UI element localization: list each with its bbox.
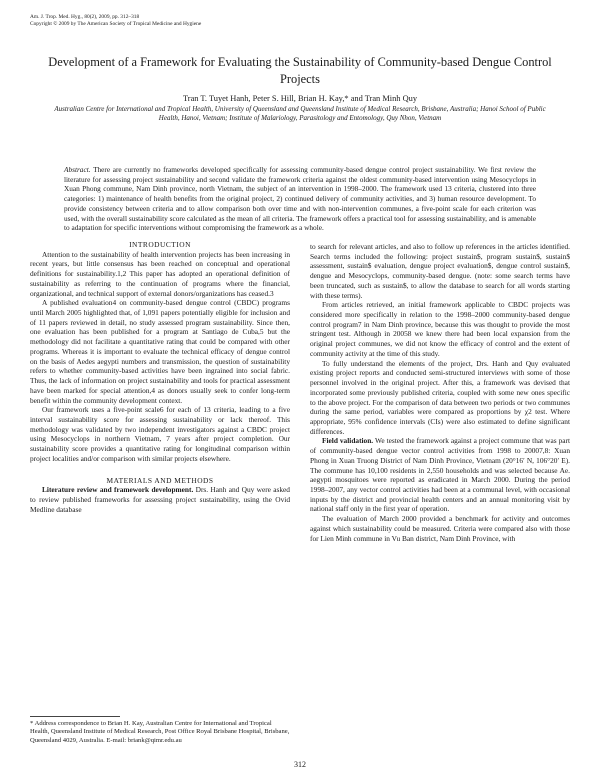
field-validation-runin: Field validation. [322, 436, 374, 446]
journal-citation: Am. J. Trop. Med. Hyg., 80(2), 2009, pp. 312–318 [30, 14, 140, 20]
footnote-rule [30, 716, 120, 717]
initial-framework-paragraph: From articles retrieved, an initial framework applicable to CBDC projects was considered more specifically in relation to the 1998–2000 community-based dengue control program7 in Nam Dinh province, because this was thought to provide the most stringent test. Although in 20058 we knew there had been local expansion from the original project communes, we did not know the efficacy of control and the extent of community activity at the time of this study. [310, 300, 570, 358]
intro-paragraph-1: Attention to the sustainability of health intervention projects has been increasing in recent years, but little consensus has been reached on conceptual and operational definitions for sustainability.1,2 This paper has adopted an operational definition of sustainability as referring to the continuation of programs where the financial, organizational, and technical support of external donors/organizations has ceased.3 [30, 249, 290, 298]
methods-heading: MATERIALS AND METHODS [106, 475, 214, 485]
author-affiliations: Australian Centre for International and Tropical Health, University of Queensland and Queensland Institute of Medical Research, Brisbane, Australia; Hanoi School of Public Health, Hanoi, Vietnam; Institute of Malariology, Parasitology and Entomology, Quy Nhon, Vietnam [54, 105, 546, 123]
left-column [30, 240, 290, 514]
abstract [64, 165, 536, 233]
correspondence-footnote: * Address correspondence to Brian H. Kay, Australian Centre for International and Tropical Health, Queensland Institute of Medical Research, Post Office Royal Brisbane Hospital, Brisbane, Queensland 4029, Australia. E-mail: briank@qimr.edu.au [30, 720, 290, 744]
methods-text: Drs. Hanh and Quy were asked to review published frameworks for assessing project sustainability, using the Ovid Medline database [30, 485, 290, 514]
abstract-text: There are currently no frameworks developed specifically for assessing community-based dengue control project sustainability. We first review the literature for assessing project sustainability and second validate the framework criteria against the oldest community-based intervention using Mesocyclops in Xuan Phong commune, Nam Dinh province, north Vietnam, the subject of an intervention in 1998–2000. The framework used 13 criteria, clustered into three categories: 1) maintenance of health benefits from the original project, 2) continued delivery of community activities, and 3) human resource development. To provide consistency between criteria and to allow comparison both over time and with non-intervention communes, a five-point scale for each criterion was used, with the overall sustainability score calculated as the mean of all criteria. The framework offers a practical tool for assessing sustainability, and is amenable to adaptation for specific interventions without compromising the framework as a whole. [64, 165, 536, 233]
literature-review-runin: Literature review and framework development. [42, 485, 194, 495]
interviews-paragraph: To fully understand the elements of the project, Drs. Hanh and Quy evaluated existing project reports and conducted semi-structured interviews with some of those personnel involved in the original project. After this, a framework was devised that incorporated some previously published criteria, coupled with some new ones specific to the above project. For the comparison of data between two periods or two communes during the same period, variables were compared as proportions by χ2 test. Where appropriate, 95% confidence intervals (CIs) were also estimated to define significant differences. [310, 358, 570, 436]
page-number: 312 [294, 760, 306, 769]
copyright-line: Copyright © 2009 by The American Society of Tropical Medicine and Hygiene [30, 21, 202, 27]
methods-paragraph-1 [30, 485, 290, 514]
author-list: Tran T. Tuyet Hanh, Peter S. Hill, Brian H. Kay,* and Tran Minh Quy [182, 94, 418, 103]
journal-header [30, 14, 201, 28]
field-validation-text: We tested the framework against a project commune that was part of community-based dengue vector control activities from 1998 to 20007,8: Xuan Phong in Xuan Truong District of Nam Dinh Province, Vietnam (20°16′ N, 106°20′ E). The commune has 10,100 residents in 2,550 households and was selected because Ae. aegypti mosquitoes were reported as eradicated in March 2000. During the period 1998–2007, any vector control activities had been at a communal level, with occasional inputs by the district and provincial health centers and an annual monitoring visit by national staff only in the first year of operation. [310, 436, 570, 514]
intro-paragraph-3: Our framework uses a five-point scale6 for each of 13 criteria, leading to a five interval sustainability score for assessing sustainability or lack thereof. This methodology was validated by two independent investigators against a CBDC project using Mesocyclops in northern Vietnam, 7 years after project completion. Our sustainability score provides a quantitative rating for longitudinal comparison within project localities and/or comparison with similar projects elsewhere. [30, 405, 290, 463]
intro-paragraph-2: A published evaluation4 on community-based dengue control (CBDC) programs until March 2005 highlighted that, of 1,091 papers potentially eligible for inclusion and of 11 papers reviewed in detail, no study assessed program sustainability. Since then, one evaluation has been published for a program at Santiago de Cuba,5 but the methodology did not facilitate a quantitative rating that could be compared with other programs. Whereas it is important to evaluate the technical efficacy of dengue control on the basis of Aedes aegypti numbers and transmission, the question of sustainability refers to whether community-based activities have been ingrained into social fabric. Thus, the lack of information on project sustainability and tools for practical assessment have been marked for special attention,4 as donors usually seek to confer long-term benefit within the community development context. [30, 298, 290, 405]
article-title: Development of a Framework for Evaluating the Sustainability of Community-based Dengue Control Projects [48, 55, 552, 86]
introduction-heading: INTRODUCTION [129, 240, 191, 249]
right-column [310, 242, 570, 543]
field-validation-paragraph [310, 436, 570, 514]
abstract-label: Abstract. [64, 165, 91, 174]
evaluation-paragraph: The evaluation of March 2000 provided a benchmark for activity and outcomes against which sustainability could be measured. Criteria were compared also with those for Lien Minh commune in Vu Ban district, Nam Dinh Province, with [310, 514, 570, 543]
search-terms-paragraph: to search for relevant articles, and also to follow up references in the articles identified. Search terms included the following: project sustain$, program sustain$, sustain$ assessment, sustain$ evaluation, dengue project evaluation$, dengue control sustain$, dengue and Mesocyclops, community-based dengue. (note: some search terms have been truncated, such as sustain$, to allow the database to search for all words starting with these terms). [310, 242, 570, 300]
